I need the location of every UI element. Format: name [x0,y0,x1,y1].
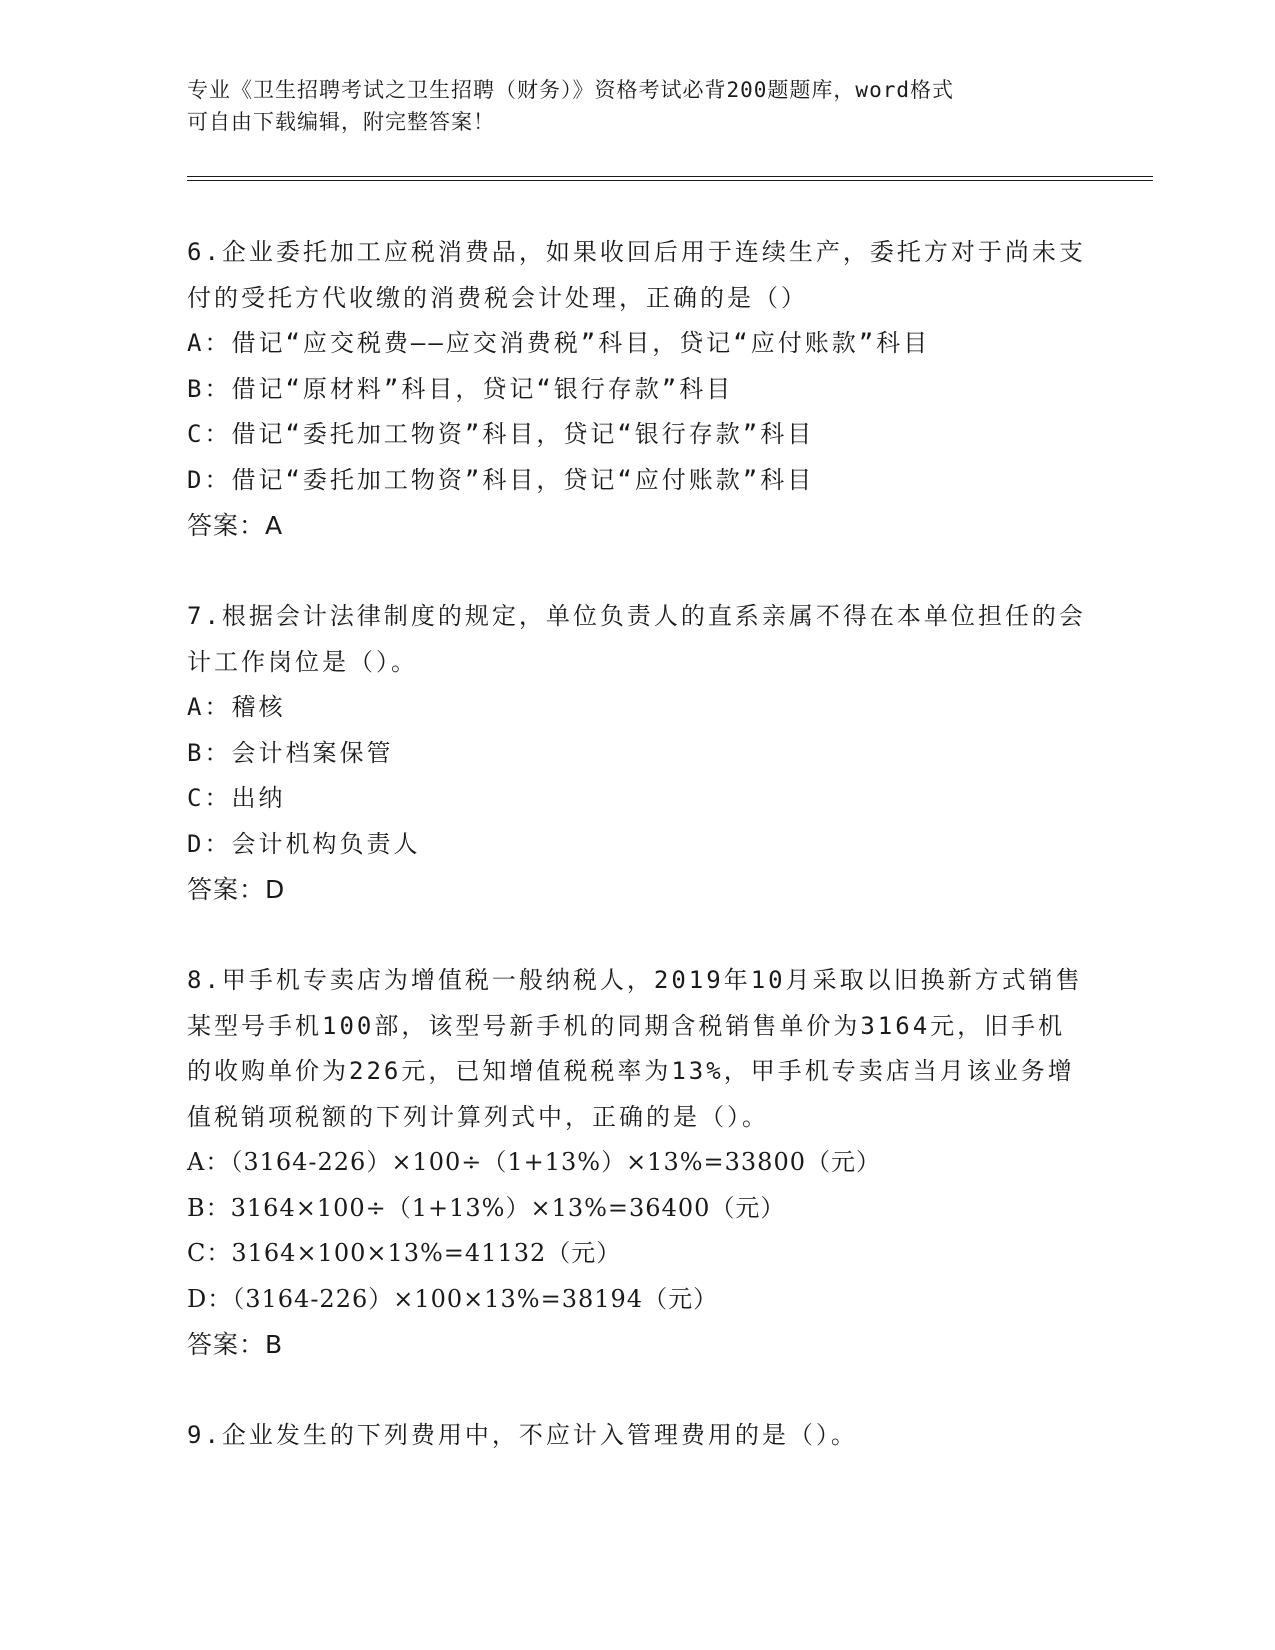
question-list [187,230,1087,1505]
question-stem: 7.根据会计法律制度的规定，单位负责人的直系亲属不得在本单位担任的会计工作岗位是（）。 [187,602,1086,676]
option-a: A：借记“应交税费——应交消费税”科目，贷记“应付账款”科目 [187,329,931,357]
option-d: D：（3164-226）×100×13%=38194（元） [187,1284,719,1313]
answer-line: 答案：A [187,511,284,540]
header-divider-top [187,176,1153,177]
header-line-1: 专业《卫生招聘考试之卫生招聘（财务）》资格考试必背200题题库，word格式 [187,78,954,102]
option-d: D：会计机构负责人 [187,829,421,858]
question-6 [187,230,1087,548]
option-a: A：（3164-226）×100÷（1+13%）×13%=33800（元） [187,1148,881,1176]
question-8 [187,958,1087,1367]
option-d: D：借记“委托加工物资”科目，贷记“应付账款”科目 [187,465,815,494]
header-line-2: 可自由下载编辑，附完整答案！ [187,110,495,134]
option-c: C：3164×100×13%=41132（元） [187,1239,622,1267]
option-b: B：会计档案保管 [187,738,394,767]
option-c: C：出纳 [187,784,286,812]
question-7 [187,594,1087,912]
option-b: B：借记“原材料”科目，贷记“银行存款”科目 [187,374,734,403]
question-9 [187,1413,1087,1459]
question-stem: 8.甲手机专卖店为增值税一般纳税人，2019年10月采取以旧换新方式销售某型号手机100部，该型号新手机的同期含税销售单价为3164元，旧手机的收购单价为226元，已知增值税税率为13%，甲手机专卖店当月该业务增值税销项税额的下列计算列式中，正确的是（）。 [187,966,1083,1131]
header-divider-bottom [187,180,1153,181]
question-stem: 9.企业发生的下列费用中，不应计入管理费用的是（）。 [187,1421,858,1449]
option-c: C：借记“委托加工物资”科目，贷记“银行存款”科目 [187,420,815,448]
answer-line: 答案：D [187,875,286,904]
answer-line: 答案：B [187,1330,284,1359]
option-a: A：稽核 [187,693,286,721]
question-stem: 6.企业委托加工应税消费品，如果收回后用于连续生产，委托方对于尚未支付的受托方代收缴的消费税会计处理，正确的是（） [187,238,1086,312]
option-b: B：3164×100÷（1+13%）×13%=36400（元） [187,1193,786,1222]
document-header [187,74,1067,138]
